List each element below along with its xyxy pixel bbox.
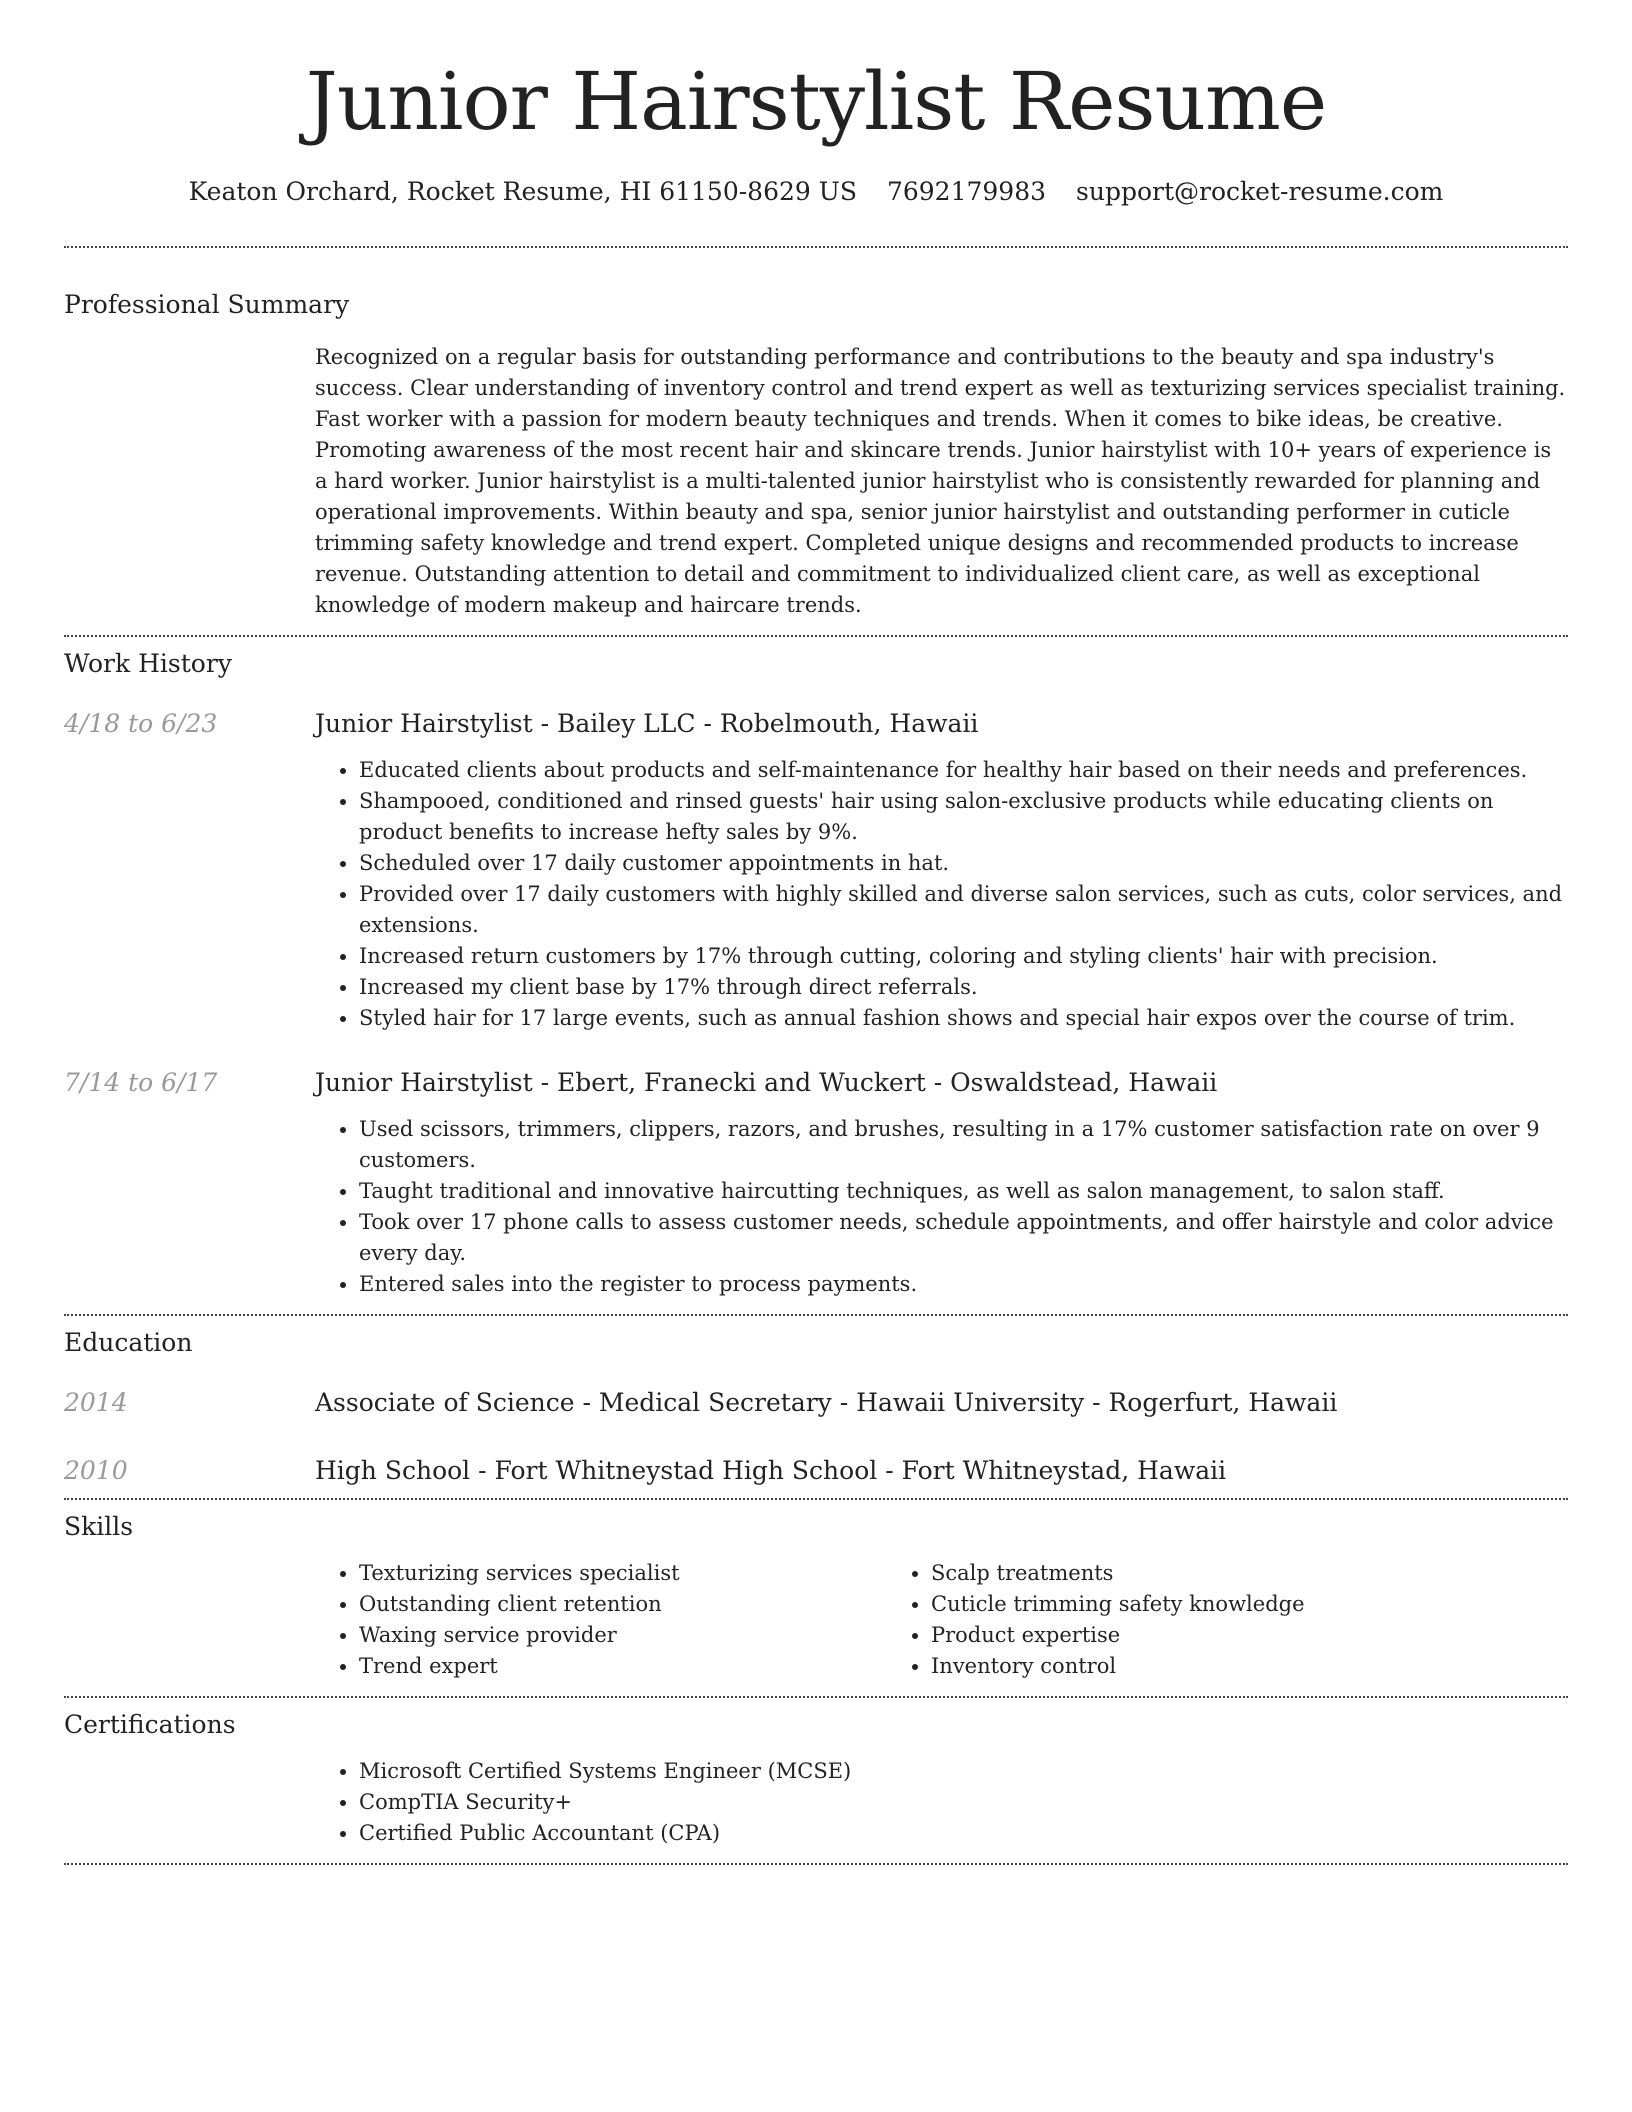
contact-address: Keaton Orchard, Rocket Resume, HI 61150-8629 US — [188, 177, 857, 206]
list-item: • Texturizing services specialist — [359, 1558, 887, 1589]
skills-column-right — [887, 1558, 1459, 1682]
list-item: • Outstanding client retention — [359, 1589, 887, 1620]
list-item: • Used scissors, trimmers, clippers, razors, and brushes, resulting in a 17% customer satisfaction rate on over 9 customers. — [359, 1114, 1568, 1176]
job-title: Junior Hairstylist - Bailey LLC - Robelmouth, Hawaii — [315, 709, 979, 738]
education-year: 2014 — [64, 1388, 128, 1417]
list-item: • Trend expert — [359, 1651, 887, 1682]
skills-column-left — [315, 1558, 887, 1682]
job-list — [64, 681, 1568, 1314]
list-item: • Shampooed, conditioned and rinsed guests' hair using salon-exclusive products while educating clients on product benefits to increase hefty sales by 9%. — [359, 786, 1568, 848]
job-entry — [64, 1066, 1568, 1300]
education-entry — [64, 1386, 1568, 1420]
education-title: Associate of Science - Medical Secretary - Hawaii University - Rogerfurt, Hawaii — [315, 1388, 1338, 1417]
certifications-list — [315, 1756, 1568, 1863]
skills-heading: Skills — [64, 1512, 134, 1541]
list-item: • Took over 17 phone calls to assess customer needs, schedule appointments, and offer hairstyle and color advice every day. — [359, 1207, 1568, 1269]
job-entry — [64, 707, 1568, 1034]
work-section — [64, 637, 1568, 1314]
list-item: • Waxing service provider — [359, 1620, 887, 1651]
list-item: • Taught traditional and innovative haircutting techniques, as well as salon management, to salon staff. — [359, 1176, 1568, 1207]
education-year: 2010 — [64, 1456, 128, 1485]
list-item: • Increased return customers by 17% through cutting, coloring and styling clients' hair with precision. — [359, 941, 1568, 972]
list-item: • Scheduled over 17 daily customer appointments in hat. — [359, 848, 1568, 879]
certifications-section — [64, 1698, 1568, 1863]
education-title: High School - Fort Whitneystad High School - Fort Whitneystad, Hawaii — [315, 1456, 1227, 1485]
job-title: Junior Hairstylist - Ebert, Franecki and Wuckert - Oswaldstead, Hawaii — [315, 1068, 1218, 1097]
list-item: • Scalp treatments — [931, 1558, 1459, 1589]
contact-phone: 7692179983 — [886, 177, 1047, 206]
contact-email: support@rocket-resume.com — [1076, 177, 1444, 206]
summary-section — [64, 248, 1568, 635]
list-item: • Provided over 17 daily customers with highly skilled and diverse salon services, such as cuts, color services, and extensions. — [359, 879, 1568, 941]
page-title: Junior Hairstylist Resume — [305, 55, 1327, 148]
summary-text: Recognized on a regular basis for outstanding performance and contributions to the beauty and spa industry's success. Clear understanding of inventory control and trend expert as well as texturizing services specialist training. Fast worker with a passion for modern beauty techniques and trends. When it comes to bike ideas, be creative. Promoting awareness of the most recent hair and skincare trends. Junior hairstylist with 10+ years of experience is a hard worker. Junior hairstylist is a multi-talented junior hairstylist who is consistently rewarded for planning and operational improvements. Within beauty and spa, senior junior hairstylist and outstanding performer in cuticle trimming safety knowledge and trend expert. Completed unique designs and recommended products to increase revenue. Outstanding attention to detail and commitment to individualized client care, as well as exceptional knowledge of modern makeup and haircare trends. — [315, 345, 1566, 617]
list-item: • Cuticle trimming safety knowledge — [931, 1589, 1459, 1620]
list-item: • Styled hair for 17 large events, such as annual fashion shows and special hair expos over the course of trim. — [359, 1003, 1568, 1034]
list-item: • CompTIA Security+ — [359, 1787, 1568, 1818]
job-header — [64, 707, 1568, 741]
divider — [64, 1863, 1568, 1865]
job-bullets — [315, 755, 1568, 1034]
list-item: • Microsoft Certified Systems Engineer (MCSE) — [359, 1756, 1568, 1787]
list-item: • Increased my client base by 17% through direct referrals. — [359, 972, 1568, 1003]
job-bullets — [315, 1114, 1568, 1300]
education-section — [64, 1316, 1568, 1498]
work-heading: Work History — [64, 649, 232, 678]
summary-heading: Professional Summary — [64, 290, 350, 319]
job-dates: 7/14 to 6/17 — [64, 1068, 218, 1097]
list-item: • Product expertise — [931, 1620, 1459, 1651]
list-item: • Entered sales into the register to process payments. — [359, 1269, 1568, 1300]
certifications-heading: Certifications — [64, 1710, 236, 1739]
education-heading: Education — [64, 1328, 193, 1357]
skills-section — [64, 1500, 1568, 1696]
job-dates: 4/18 to 6/23 — [64, 709, 218, 738]
list-item: • Educated clients about products and self-maintenance for healthy hair based on their needs and preferences. — [359, 755, 1568, 786]
skills-grid — [315, 1558, 1568, 1696]
contact-line — [64, 174, 1568, 210]
list-item: • Inventory control — [931, 1651, 1459, 1682]
education-entry — [64, 1454, 1568, 1488]
education-list — [64, 1360, 1568, 1498]
job-header — [64, 1066, 1568, 1100]
list-item: • Certified Public Accountant (CPA) — [359, 1818, 1568, 1849]
